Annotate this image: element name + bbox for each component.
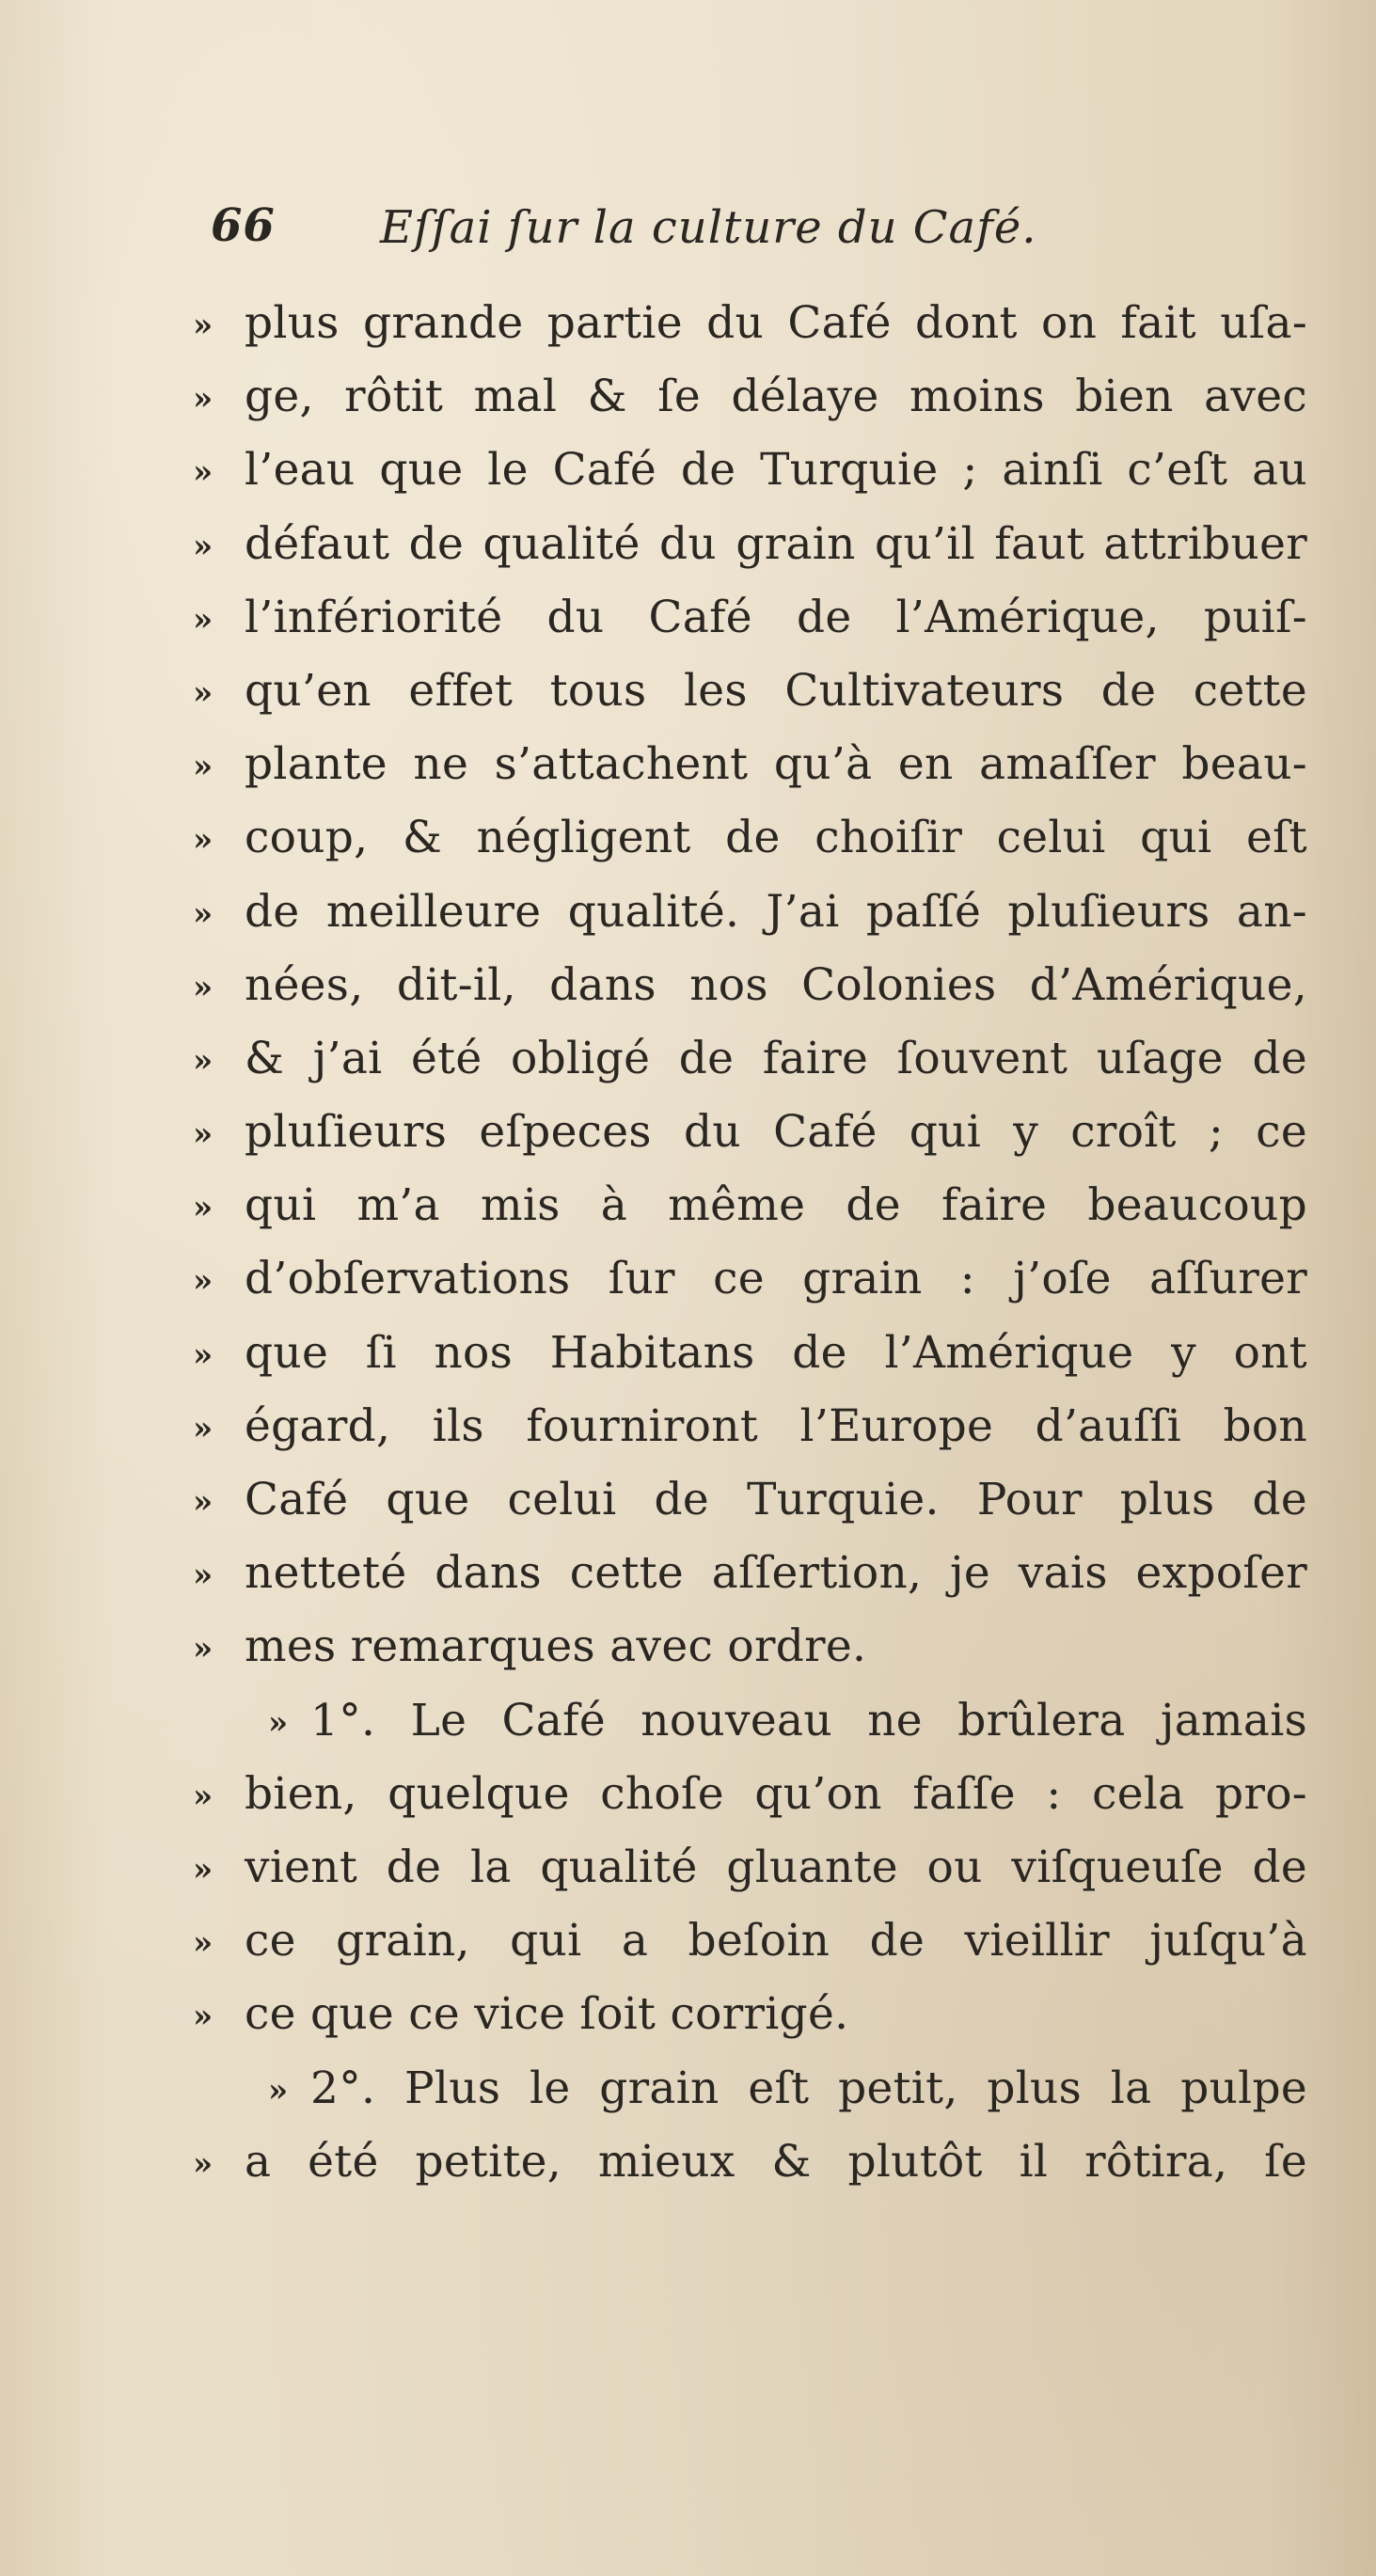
quote-mark: » — [193, 1483, 214, 1521]
line-text: & j’ai été obligé de faire ſouvent uſage de — [245, 1032, 1307, 1084]
quote-mark: » — [193, 1335, 214, 1374]
text-line — [193, 508, 1307, 581]
text-line — [193, 581, 1307, 655]
text-line — [193, 1610, 1307, 1683]
page-header — [211, 199, 1245, 265]
quote-mark: » — [193, 453, 214, 492]
line-text: qu’en effet tous les Cultivateurs de cette — [245, 664, 1307, 717]
quote-mark: » — [193, 821, 214, 860]
quote-mark: » — [193, 1630, 214, 1668]
quote-mark: » — [193, 1998, 214, 2036]
running-head: Eſſai ſur la culture du Café. — [380, 201, 1037, 254]
quote-mark: » — [193, 1189, 214, 1227]
text-line — [193, 1096, 1307, 1169]
text-line — [193, 655, 1307, 728]
line-text: pluſieurs eſpeces du Café qui y croît ; ce — [245, 1106, 1307, 1159]
text-line — [193, 1390, 1307, 1463]
quote-mark: » — [193, 1924, 214, 1963]
text-line — [193, 1684, 1307, 1758]
text-line — [193, 1831, 1307, 1904]
text-line — [193, 287, 1307, 360]
text-line — [193, 1242, 1307, 1316]
text-line — [193, 1904, 1307, 1978]
quote-mark: » — [193, 600, 214, 639]
text-line — [193, 801, 1307, 875]
line-text: coup, & négligent de choiſir celui qui eſt — [245, 812, 1307, 864]
quote-mark: » — [193, 1557, 214, 1595]
line-text: mes remarques avec ordre. — [245, 1620, 867, 1673]
line-text: plante ne s’attachent qu’à en amaſſer beau- — [245, 738, 1307, 791]
text-line — [193, 1317, 1307, 1390]
quote-mark: » — [193, 380, 214, 419]
page-number: 66 — [211, 199, 276, 252]
quote-mark: » — [193, 1777, 214, 1815]
quote-mark: » — [268, 2071, 289, 2110]
line-text: 1°. Le Café nouveau ne brûlera jamais — [310, 1694, 1307, 1746]
line-text: l’infériorité du Café de l’Amérique, puiſ- — [245, 591, 1307, 643]
text-line — [193, 1537, 1307, 1610]
line-text: ce grain, qui a beſoin de vieillir juſqu’à — [245, 1915, 1307, 1968]
quote-mark: » — [193, 1041, 214, 1080]
line-text: nées, dit-il, dans nos Colonies d’Amérique, — [245, 958, 1307, 1011]
quote-mark: » — [268, 1703, 289, 1742]
text-line — [193, 360, 1307, 434]
line-text: ce que ce vice ſoit corrigé. — [245, 1988, 849, 2041]
text-line — [193, 876, 1307, 949]
text-line — [193, 1978, 1307, 2051]
text-line — [193, 434, 1307, 507]
quote-mark: » — [193, 2144, 214, 2183]
quote-mark: » — [193, 1409, 214, 1447]
text-line — [193, 949, 1307, 1022]
quote-mark: » — [193, 307, 214, 344]
line-text: plus grande partie du Café dont on fait uſa- — [245, 297, 1307, 349]
text-line — [193, 728, 1307, 801]
line-text: 2°. Plus le grain eſt petit, plus la pulpe — [310, 2062, 1307, 2114]
text-line — [193, 2052, 1307, 2126]
line-text: ge, rôtit mal & ſe délaye moins bien avec — [245, 371, 1307, 423]
line-text: égard, ils fourniront l’Europe d’auſſi bon — [245, 1399, 1307, 1452]
line-text: l’eau que le Café de Turquie ; ainſi c’eſt au — [245, 444, 1307, 497]
text-line — [193, 1022, 1307, 1096]
line-text: que ſi nos Habitans de l’Amérique y ont — [245, 1326, 1307, 1379]
line-text: vient de la qualité gluante ou viſqueuſe de — [245, 1841, 1307, 1893]
line-text: bien, quelque choſe qu’on faſſe : cela pro- — [245, 1767, 1307, 1820]
line-text: qui m’a mis à même de faire beaucoup — [245, 1179, 1307, 1232]
quote-mark: » — [193, 1262, 214, 1301]
text-line — [193, 1758, 1307, 1831]
text-line — [193, 1463, 1307, 1537]
quote-mark: » — [193, 748, 214, 786]
body-text — [193, 287, 1307, 2199]
quote-mark: » — [193, 527, 214, 565]
text-line — [193, 2126, 1307, 2199]
line-text: de meilleure qualité. J’ai paſſé pluſieurs an- — [245, 885, 1307, 938]
line-text: netteté dans cette aſſertion, je vais expoſer — [245, 1547, 1307, 1600]
text-line — [193, 1169, 1307, 1242]
line-text: défaut de qualité du grain qu’il faut attribuer — [245, 517, 1307, 570]
line-text: a été petite, mieux & plutôt il rôtira, ſe — [245, 2135, 1307, 2188]
quote-mark: » — [193, 894, 214, 933]
quote-mark: » — [193, 673, 214, 712]
quote-mark: » — [193, 1850, 214, 1889]
quote-mark: » — [193, 1115, 214, 1154]
line-text: d’obſervations ſur ce grain : j’oſe aſſurer — [245, 1253, 1307, 1305]
line-text: Café que celui de Turquie. Pour plus de — [245, 1474, 1307, 1525]
quote-mark: » — [193, 968, 214, 1006]
